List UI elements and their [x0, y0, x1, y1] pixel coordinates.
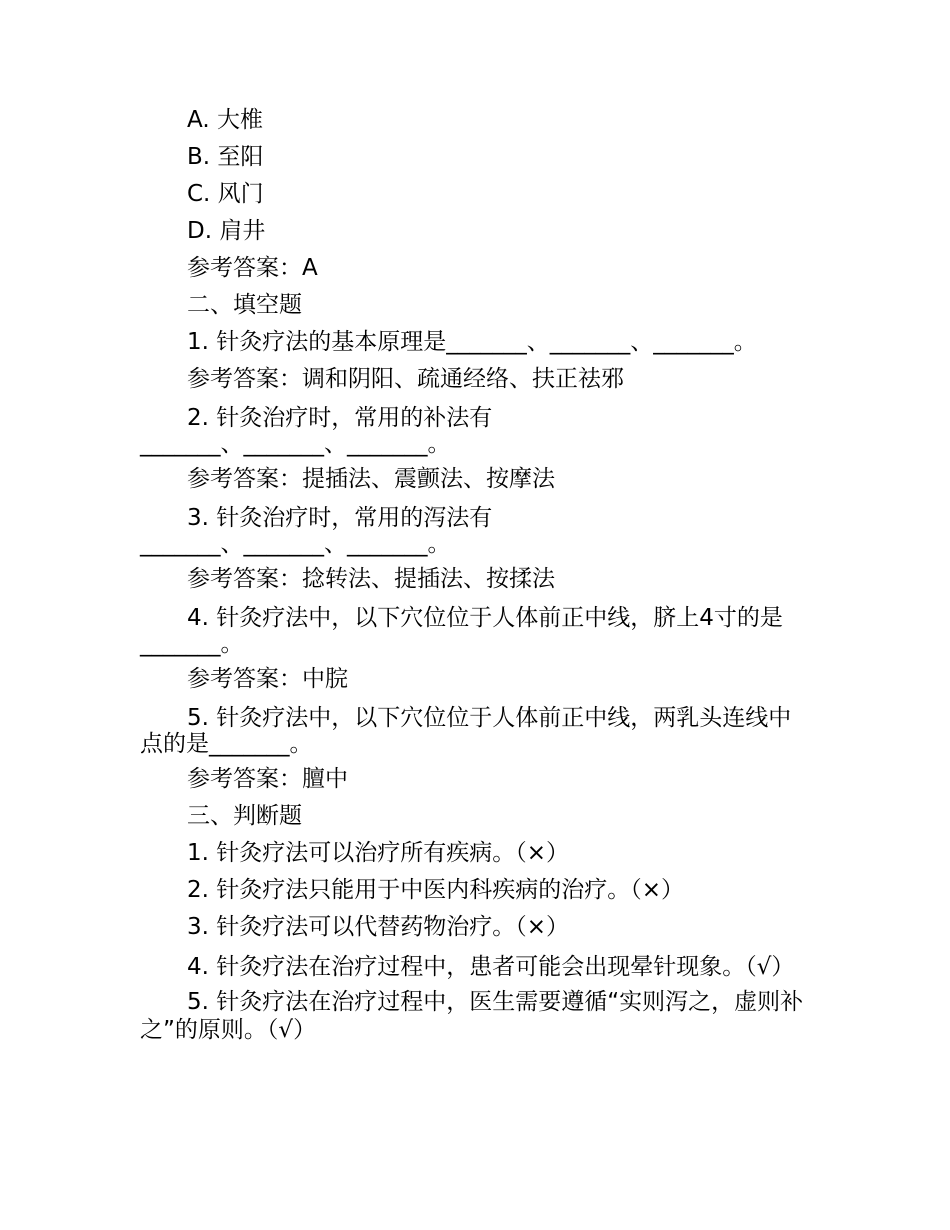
fill-question-2: 2. 针灸治疗时，常用的补法有_______、_______、_______。 — [140, 405, 493, 457]
section-heading-fill: 二、填空题 — [187, 292, 302, 318]
fill-question-3: 3. 针灸治疗时，常用的泻法有_______、_______、_______。 — [140, 505, 493, 557]
choice-option-a: A. 大椎 — [187, 107, 263, 133]
document-page — [140, 102, 830, 1048]
judge-item-1: 1. 针灸疗法可以治疗所有疾病。（×） — [187, 840, 570, 866]
fill-question-4: 4. 针灸疗法中，以下穴位位于人体前正中线，脐上4寸的是_______。 — [140, 605, 783, 657]
judge-item-4: 4. 针灸疗法在治疗过程中，患者可能会出现晕针现象。（√） — [187, 954, 795, 980]
choice-option-b: B. 至阳 — [187, 144, 264, 170]
choice-option-d: D. 肩井 — [187, 218, 266, 244]
fill-answer-5: 参考答案：膻中 — [187, 766, 348, 792]
fill-answer-4: 参考答案：中脘 — [187, 666, 348, 692]
choice-answer: 参考答案：A — [187, 255, 318, 281]
fill-answer-1: 参考答案：调和阴阳、疏通经络、扶正祛邪 — [187, 366, 624, 392]
fill-answer-3: 参考答案：捻转法、提插法、按揉法 — [187, 566, 555, 592]
judge-item-5: 5. 针灸疗法在治疗过程中，医生需要遵循“实则泻之，虚则补之”的原则。（√） — [140, 989, 804, 1043]
judge-item-2: 2. 针灸疗法只能用于中医内科疾病的治疗。（×） — [187, 877, 685, 903]
judge-item-3: 3. 针灸疗法可以代替药物治疗。（×） — [187, 914, 570, 940]
fill-question-5: 5. 针灸疗法中，以下穴位位于人体前正中线，两乳头连线中点的是_______。 — [140, 705, 792, 757]
fill-question-1: 1. 针灸疗法的基本原理是_______、_______、_______。 — [187, 329, 757, 355]
fill-answer-2: 参考答案：提插法、震颤法、按摩法 — [187, 466, 555, 492]
section-heading-judge: 三、判断题 — [187, 803, 302, 829]
choice-option-c: C. 风门 — [187, 181, 264, 207]
